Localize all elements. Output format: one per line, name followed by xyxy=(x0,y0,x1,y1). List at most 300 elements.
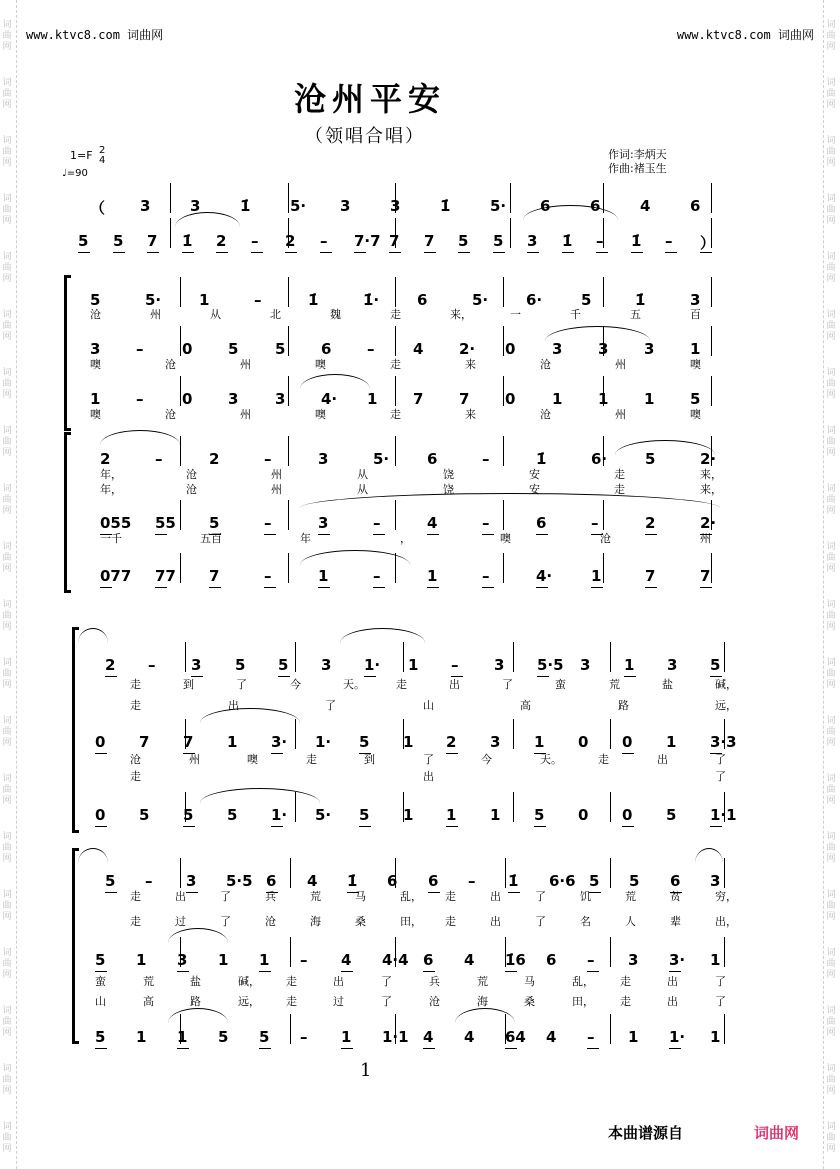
note-underline xyxy=(271,826,283,827)
note-underline xyxy=(182,252,194,253)
note: 5 xyxy=(105,872,116,890)
watermark-char: 词 xyxy=(826,78,836,88)
note: 6 xyxy=(387,872,398,890)
note-underline xyxy=(562,252,574,253)
note: – xyxy=(451,656,459,674)
lyrics-row xyxy=(0,973,840,987)
lyric-word: 来， xyxy=(700,483,722,496)
lyric-word: 马 xyxy=(524,975,535,988)
note: 3 xyxy=(690,291,701,309)
lyric-word: 州 xyxy=(271,468,282,481)
watermark-char: 曲 xyxy=(2,669,12,679)
note: 1 xyxy=(710,951,721,969)
bar-line xyxy=(610,858,611,888)
note: 1 xyxy=(534,733,545,751)
lyric-word: 走 xyxy=(130,915,141,928)
lyric-word: 海 xyxy=(477,995,488,1008)
note-underline xyxy=(505,971,517,972)
note: 5 xyxy=(95,951,106,969)
lyric-word: 出 xyxy=(490,890,501,903)
lyrics-row xyxy=(0,768,840,782)
watermark-char: 网 xyxy=(826,158,836,168)
note: 6 xyxy=(690,197,701,215)
note: – xyxy=(482,450,490,468)
slur-mark xyxy=(615,440,715,455)
lyric-word: 噢 xyxy=(90,358,101,371)
note: 5 xyxy=(710,656,721,674)
bar-line xyxy=(180,553,181,583)
lyric-word: 州 xyxy=(615,358,626,371)
lyrics-row xyxy=(0,406,840,420)
lyric-word: 走 xyxy=(286,975,297,988)
header-site-left: www.ktvc8.com 词曲网 xyxy=(26,28,164,42)
slur-mark xyxy=(455,1008,515,1023)
note-underline xyxy=(505,1048,517,1049)
header-site-right: www.ktvc8.com 词曲网 xyxy=(676,28,814,42)
page-number: 1 xyxy=(360,1060,372,1081)
watermark-char: 网 xyxy=(2,1028,12,1038)
note: 3 xyxy=(710,872,721,890)
note-underline xyxy=(446,826,458,827)
note: 0 xyxy=(622,733,633,751)
lyric-word: 走 xyxy=(390,358,401,371)
note: 1̇ xyxy=(635,291,646,309)
note: – xyxy=(300,951,308,969)
lyric-word: 州 xyxy=(240,408,251,421)
lyric-word: 走 xyxy=(390,308,401,321)
lyric-word: 走 xyxy=(130,678,141,691)
watermark-char: 曲 xyxy=(826,843,836,853)
slur-mark xyxy=(78,848,108,863)
note: 0 xyxy=(578,806,589,824)
note: 3·3 xyxy=(710,733,737,751)
note: 4·4 xyxy=(382,951,409,969)
slur-mark xyxy=(545,326,650,341)
bar-line xyxy=(395,277,396,307)
note: 3 xyxy=(90,340,101,358)
lyric-word: 了 xyxy=(325,699,336,712)
notation-row xyxy=(0,197,840,221)
lyrics-row xyxy=(0,481,840,495)
watermark-char: 网 xyxy=(826,42,836,52)
lyric-word: 田， xyxy=(400,915,422,928)
watermark-char: 曲 xyxy=(826,495,836,505)
slur-mark xyxy=(100,430,180,445)
note: 0 xyxy=(622,806,633,824)
watermark-char: 网 xyxy=(826,680,836,690)
note-underline xyxy=(534,826,546,827)
watermark-char: 曲 xyxy=(2,147,12,157)
lyric-word: 走 xyxy=(445,890,456,903)
note: 6 xyxy=(540,197,551,215)
lyric-word: 山 xyxy=(423,699,434,712)
lyric-word: 从 xyxy=(357,468,368,481)
note-underline xyxy=(587,1048,599,1049)
note: – xyxy=(587,1028,595,1046)
watermark-char: 曲 xyxy=(826,669,836,679)
note: 077 xyxy=(100,567,132,585)
note: 3 xyxy=(644,340,655,358)
note: 5 xyxy=(139,806,150,824)
note: 5 xyxy=(275,340,286,358)
lyric-word: 噢 xyxy=(690,408,701,421)
lyric-word: 年， xyxy=(100,468,122,481)
note: （ xyxy=(90,199,106,217)
note: 4 xyxy=(427,514,438,532)
lyric-word: 了 xyxy=(381,975,392,988)
note-underline xyxy=(216,252,228,253)
watermark-char: 网 xyxy=(2,216,12,226)
lyric-word: 了 xyxy=(381,995,392,1008)
note: 4 xyxy=(423,1028,434,1046)
lyric-word: 出， xyxy=(715,915,737,928)
watermark-char: 词 xyxy=(2,368,12,378)
note-underline xyxy=(177,1048,189,1049)
lyric-word: 出 xyxy=(490,915,501,928)
time-signature xyxy=(99,146,105,166)
note: 1 xyxy=(90,390,101,408)
lyric-word: 走 xyxy=(396,678,407,691)
note: 1 xyxy=(490,806,501,824)
watermark-char: 词 xyxy=(826,1006,836,1016)
watermark-char: 曲 xyxy=(2,321,12,331)
lyric-word: 州 xyxy=(189,753,200,766)
note-underline xyxy=(423,1048,435,1049)
bar-line xyxy=(505,858,506,888)
slur-mark xyxy=(300,374,370,389)
watermark-char: 词 xyxy=(2,1122,12,1132)
watermark-char: 网 xyxy=(826,274,836,284)
notation-row xyxy=(0,806,840,830)
note-underline xyxy=(285,252,297,253)
notation-row xyxy=(0,951,840,975)
note: 5 xyxy=(113,232,124,250)
watermark-char: 曲 xyxy=(826,379,836,389)
note: 3· xyxy=(271,733,288,751)
lyric-word: 出 xyxy=(667,975,678,988)
note: – xyxy=(373,514,381,532)
note: 6 xyxy=(321,340,332,358)
watermark-char: 词 xyxy=(826,948,836,958)
bar-line xyxy=(290,858,291,888)
bar-line xyxy=(711,326,712,356)
lyric-word: 沧 xyxy=(265,915,276,928)
bar-line xyxy=(180,436,181,466)
note: 1 xyxy=(690,340,701,358)
lyric-word: 路 xyxy=(190,995,201,1008)
lyric-word: 五百 xyxy=(200,532,222,545)
note: – xyxy=(373,567,381,585)
note-underline xyxy=(354,252,366,253)
note: 7 xyxy=(459,390,470,408)
lyric-word: 走 xyxy=(306,753,317,766)
composer-credit: 作曲:褚玉生 xyxy=(608,162,667,175)
watermark-char: 曲 xyxy=(2,727,12,737)
watermark-char: 词 xyxy=(2,426,12,436)
note: 0 xyxy=(95,806,106,824)
watermark-char: 曲 xyxy=(826,727,836,737)
bar-line xyxy=(288,436,289,466)
note-underline xyxy=(341,1048,353,1049)
lyric-word: 从 xyxy=(357,483,368,496)
watermark-char: 词 xyxy=(826,1122,836,1132)
lyric-word: 了 xyxy=(220,890,231,903)
note: 3 xyxy=(490,733,501,751)
note: 5 xyxy=(629,872,640,890)
note: 5 xyxy=(259,1028,270,1046)
lyric-word: 走 xyxy=(598,753,609,766)
note: 5 xyxy=(359,806,370,824)
lyric-word: 走 xyxy=(130,890,141,903)
watermark-char: 曲 xyxy=(826,321,836,331)
watermark-char: 词 xyxy=(826,658,836,668)
note: – xyxy=(251,232,259,250)
note-underline xyxy=(373,587,385,588)
note: 5 xyxy=(218,1028,229,1046)
watermark-char: 曲 xyxy=(2,1075,12,1085)
note-underline xyxy=(318,587,330,588)
watermark-char: 曲 xyxy=(2,379,12,389)
lyric-word: 远， xyxy=(715,699,737,712)
lyric-word: 了 xyxy=(715,770,726,783)
note-underline xyxy=(113,252,125,253)
note: 3 xyxy=(191,656,202,674)
watermark-char: 词 xyxy=(826,426,836,436)
slur-mark xyxy=(340,628,425,643)
note: 5 xyxy=(183,806,194,824)
watermark-char: 网 xyxy=(2,390,12,400)
footer-source: 本曲谱源自 xyxy=(608,1124,684,1142)
lyric-word: 走 xyxy=(620,975,631,988)
note: 3 xyxy=(667,656,678,674)
lyric-word: 来 xyxy=(465,358,476,371)
lyric-word: 高 xyxy=(520,699,531,712)
note: 1̇6 xyxy=(505,951,526,969)
lyric-word: 乱， xyxy=(572,975,594,988)
system-brace xyxy=(64,275,71,431)
lyric-word: 马 xyxy=(355,890,366,903)
watermark-char: 词 xyxy=(2,890,12,900)
note-underline xyxy=(424,252,436,253)
watermark-char: 词 xyxy=(826,542,836,552)
lyric-word: 沧 xyxy=(130,753,141,766)
watermark-char: 网 xyxy=(2,854,12,864)
watermark-char: 词 xyxy=(826,774,836,784)
note-underline xyxy=(177,971,189,972)
note: 5· xyxy=(373,450,390,468)
lyric-word: 了 xyxy=(423,753,434,766)
lyric-word: 州 xyxy=(700,532,711,545)
bar-line xyxy=(288,326,289,356)
lyric-word: 路 xyxy=(618,699,629,712)
lyric-word: 沧 xyxy=(600,532,611,545)
bar-line xyxy=(288,376,289,406)
note: 1̇ xyxy=(308,291,319,309)
watermark-char: 词 xyxy=(2,542,12,552)
note: 3 xyxy=(527,232,538,250)
note: 5 xyxy=(645,450,656,468)
note: 1 xyxy=(710,1028,721,1046)
lyric-word: 乱， xyxy=(400,890,422,903)
note-underline xyxy=(669,1048,681,1049)
watermark-char: 网 xyxy=(2,100,12,110)
lyric-word: 出 xyxy=(333,975,344,988)
note: 0 xyxy=(95,733,106,751)
watermark-char: 网 xyxy=(2,680,12,690)
note: 7 xyxy=(389,232,400,250)
watermark-char: 网 xyxy=(826,622,836,632)
note: – xyxy=(136,390,144,408)
note: – xyxy=(148,656,156,674)
note: 5·5 xyxy=(537,656,564,674)
bar-line xyxy=(290,1014,291,1044)
note-underline xyxy=(622,826,634,827)
note: 3 xyxy=(580,656,591,674)
note-underline xyxy=(209,587,221,588)
note: 6 xyxy=(546,951,557,969)
watermark-char: 网 xyxy=(2,506,12,516)
note: 1 xyxy=(177,1028,188,1046)
watermark-char: 网 xyxy=(2,158,12,168)
note: 2 xyxy=(209,450,220,468)
lyric-word: 来， xyxy=(700,468,722,481)
note: 1 xyxy=(624,656,635,674)
note: – xyxy=(264,450,272,468)
lyrics-row xyxy=(0,676,840,690)
footer-brand: 词曲网 xyxy=(754,1124,800,1142)
bar-line xyxy=(724,1014,725,1044)
note: 55 xyxy=(155,514,176,532)
lyricist-credit: 作词:李炳天 xyxy=(608,148,667,161)
watermark-char: 曲 xyxy=(2,785,12,795)
watermark-char: 词 xyxy=(2,194,12,204)
note: 6· xyxy=(591,450,608,468)
note: 2 xyxy=(285,232,296,250)
note: – xyxy=(320,232,328,250)
note: 1 xyxy=(136,951,147,969)
note-underline xyxy=(665,252,677,253)
bar-line xyxy=(288,500,289,530)
watermark-char: 词 xyxy=(2,78,12,88)
lyric-word: 走 xyxy=(620,995,631,1008)
watermark-char: 词 xyxy=(826,716,836,726)
note-underline xyxy=(482,587,494,588)
notation-row xyxy=(0,567,840,591)
note-underline xyxy=(710,826,722,827)
bar-line xyxy=(610,642,611,672)
note-underline xyxy=(669,971,681,972)
watermark-char: 网 xyxy=(826,448,836,458)
note: 055 xyxy=(100,514,132,532)
bar-line xyxy=(395,436,396,466)
lyric-word: 今 xyxy=(481,753,492,766)
lyric-word: 远， xyxy=(238,995,260,1008)
watermark-char: 网 xyxy=(2,42,12,52)
watermark-char: 曲 xyxy=(2,89,12,99)
note: – xyxy=(596,232,604,250)
watermark-char: 词 xyxy=(2,252,12,262)
bar-line xyxy=(711,376,712,406)
lyric-word: 北 xyxy=(270,308,281,321)
lyric-word: 沧 xyxy=(90,308,101,321)
note: 1̇ xyxy=(240,197,251,215)
watermark-char: 词 xyxy=(2,484,12,494)
note: – xyxy=(155,450,163,468)
lyric-word: 荒 xyxy=(625,890,636,903)
lyrics-row xyxy=(0,993,840,1007)
tempo-mark: ♩=90 xyxy=(62,168,88,179)
lyric-word: 出 xyxy=(423,770,434,783)
note: 1 xyxy=(218,951,229,969)
bar-line xyxy=(603,553,604,583)
lyric-word: 了 xyxy=(220,915,231,928)
note: – xyxy=(145,872,153,890)
watermark-char: 曲 xyxy=(826,31,836,41)
lyric-word: 沧 xyxy=(186,468,197,481)
note-underline xyxy=(100,587,112,588)
note: 1 xyxy=(259,951,270,969)
note: 5 xyxy=(581,291,592,309)
bar-line xyxy=(610,792,611,822)
lyric-word: 兵 xyxy=(429,975,440,988)
watermark-char: 网 xyxy=(826,564,836,574)
watermark-char: 词 xyxy=(826,1064,836,1074)
watermark-char: 曲 xyxy=(2,1017,12,1027)
note: 1· xyxy=(315,733,332,751)
note-underline xyxy=(359,826,371,827)
lyric-word: 碱， xyxy=(238,975,260,988)
note: ） xyxy=(700,234,716,252)
lyric-word: 百 xyxy=(690,308,701,321)
watermark-char: 词 xyxy=(2,948,12,958)
watermark-char: 词 xyxy=(826,832,836,842)
lyric-word: 兵 xyxy=(265,890,276,903)
time-bottom: 4 xyxy=(99,155,106,166)
watermark-char: 曲 xyxy=(826,437,836,447)
watermark-char: 网 xyxy=(2,738,12,748)
watermark-char: 网 xyxy=(826,100,836,110)
watermark-char: 曲 xyxy=(2,263,12,273)
lyric-word: 了 xyxy=(715,995,726,1008)
note: 1 xyxy=(227,733,238,751)
bar-line xyxy=(288,183,289,213)
key-signature xyxy=(70,146,105,166)
lyric-word: 到 xyxy=(364,753,375,766)
watermark-char: 词 xyxy=(2,716,12,726)
watermark-char: 曲 xyxy=(826,89,836,99)
lyric-word: 千 xyxy=(570,308,581,321)
note: 64 xyxy=(505,1028,526,1046)
lyric-word: 魏 xyxy=(330,308,341,321)
note: 5· xyxy=(472,291,489,309)
note: 0 xyxy=(182,340,193,358)
lyric-word: 今 xyxy=(290,678,301,691)
note-underline xyxy=(527,252,539,253)
lyric-word: 蛮 xyxy=(95,975,106,988)
bar-line xyxy=(295,642,296,672)
slur-mark xyxy=(200,788,320,803)
watermark-char: 曲 xyxy=(2,205,12,215)
note: 7 xyxy=(147,232,158,250)
bar-line xyxy=(503,277,504,307)
note: 5· xyxy=(145,291,162,309)
note-underline xyxy=(251,252,263,253)
note: 1· xyxy=(271,806,288,824)
note: 5· xyxy=(490,197,507,215)
watermark-char: 曲 xyxy=(2,495,12,505)
lyric-word: 到 xyxy=(183,678,194,691)
lyric-word: 出 xyxy=(449,678,460,691)
